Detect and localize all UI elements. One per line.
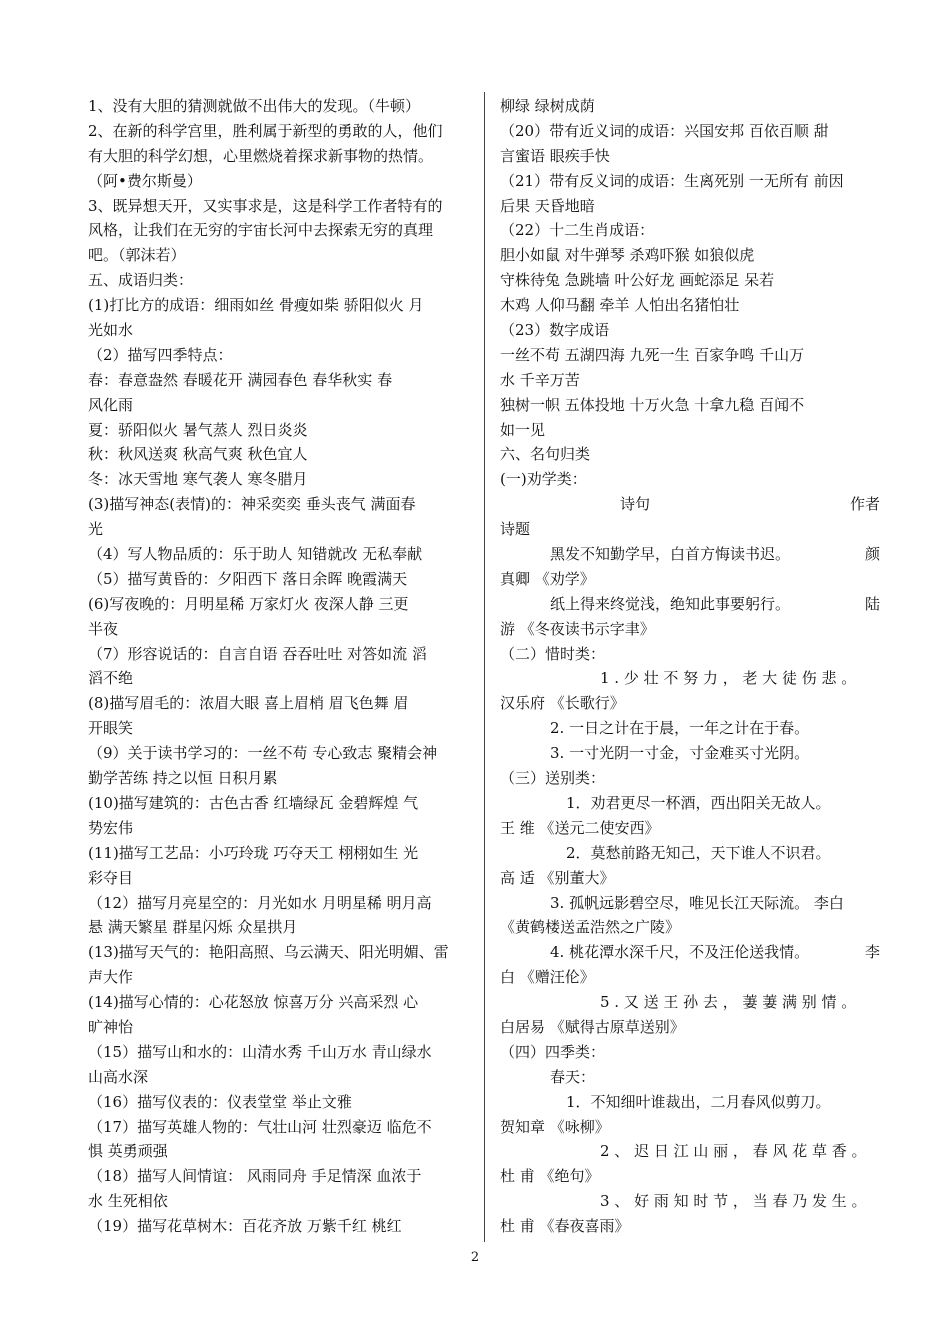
text-line: 5 . 又 送 王 孙 去 ， 萋 萋 满 别 情 。 <box>600 993 857 1012</box>
text-line: 五、成语归类： <box>88 271 194 290</box>
text-line: （7）形容说话的：自言自语 吞吞吐吐 对答如流 滔 <box>88 644 427 663</box>
text-line: 真卿 《劝学》 <box>500 569 595 588</box>
text-line: （16）描写仪表的：仪表堂堂 举止文雅 <box>88 1092 352 1111</box>
text-line: 王 维 《送元二使安西》 <box>500 818 660 837</box>
text-line: 水 千辛万苦 <box>500 370 580 389</box>
text-line: 1．不知细叶谁裁出，二月春风似剪刀。 <box>566 1092 831 1111</box>
text-line: 3. 孤帆远影碧空尽，唯见长江天际流。 李白 <box>550 893 844 912</box>
text-line: （12）描写月亮星空的：月光如水 月明星稀 明月高 <box>88 893 432 912</box>
text-line: 悬 满天繁星 群星闪烁 众星拱月 <box>88 918 298 937</box>
text-line: 开眼笑 <box>88 719 134 738</box>
text-line: (10)描写建筑的：古色古香 红墙绿瓦 金碧辉煌 气 <box>88 793 419 812</box>
text-line: 秋：秋风送爽 秋高气爽 秋色宜人 <box>88 445 308 464</box>
text-line: 后果 天昏地暗 <box>500 196 595 215</box>
page-number: 2 <box>470 1250 480 1265</box>
text-line: 如一见 <box>500 420 546 439</box>
text-line: 滔不绝 <box>88 669 134 688</box>
header-author: 作者 <box>849 495 880 514</box>
text-line: （2）描写四季特点： <box>88 345 233 364</box>
header-poem: 诗句 <box>620 495 651 514</box>
text-line: 风化雨 <box>88 395 134 414</box>
text-line: 言蜜语 眼疾手快 <box>500 146 610 165</box>
right-column <box>500 94 880 1239</box>
text-line: 独树一帜 五体投地 十万火急 十拿九稳 百闻不 <box>500 395 805 414</box>
text-line: （20）带有近义词的成语：兴国安邦 百依百顺 甜 <box>500 121 829 140</box>
poem-line: 4. 桃花潭水深千尺，不及汪伦送我情。 <box>550 943 810 962</box>
text-line: 杜 甫 《绝句》 <box>500 1167 600 1186</box>
text-line: 木鸡 人仰马翻 牵羊 人怕出名猪怕壮 <box>500 296 740 315</box>
text-line: 《黄鹤楼送孟浩然之广陵》 <box>500 918 681 937</box>
text-line: 吧。（郭沫若） <box>88 246 186 265</box>
text-line: （9）关于读书学习的：一丝不苟 专心致志 聚精会神 <box>88 744 438 763</box>
left-column <box>88 94 470 1239</box>
text-line: 3. 一寸光阴一寸金，寸金难买寸光阴。 <box>550 744 810 763</box>
text-line: 势宏伟 <box>88 818 134 837</box>
text-line: 光 <box>88 520 104 539</box>
text-line: 守株待兔 急跳墙 叶公好龙 画蛇添足 呆若 <box>500 271 775 290</box>
column-divider <box>484 92 485 1242</box>
text-line: 游 《冬夜读书示字聿》 <box>500 619 655 638</box>
text-line: （四）四季类： <box>500 1042 606 1061</box>
text-line: 山高水深 <box>88 1067 149 1086</box>
text-line: （15）描写山和水的：山清水秀 千山万水 青山绿水 <box>88 1042 432 1061</box>
text-line <box>500 592 880 617</box>
author-start: 陆 <box>864 594 880 613</box>
text-line: 诗题 <box>500 520 531 539</box>
text-line: 1 . 少 壮 不 努 力 ， 老 大 徒 伤 悲 。 <box>600 669 857 688</box>
text-line: 水 生死相依 <box>88 1192 168 1211</box>
text-line: 半夜 <box>88 619 119 638</box>
author-start: 李 <box>864 943 880 962</box>
text-line: （阿•费尔斯曼） <box>88 171 202 190</box>
text-line: 有大胆的科学幻想，心里燃烧着探求新事物的热情。 <box>88 146 434 165</box>
text-line: 汉乐府 《长歌行》 <box>500 694 625 713</box>
text-line: 3、既异想天开，又实事求是，这是科学工作者特有的 <box>88 196 443 215</box>
poem-line: 纸上得来终觉浅，绝知此事要躬行。 <box>550 594 791 613</box>
text-line: 勤学苦练 持之以恒 日积月累 <box>88 769 278 788</box>
text-line: 2．莫愁前路无知己，天下谁人不识君。 <box>566 843 831 862</box>
text-line: (一)劝学类： <box>500 470 587 489</box>
text-line: （三）送别类： <box>500 769 606 788</box>
text-line: 旷神怡 <box>88 1017 134 1036</box>
text-line: 3 、 好 雨 知 时 节 ， 当 春 乃 发 生 。 <box>600 1192 867 1211</box>
text-line: 杜 甫 《春夜喜雨》 <box>500 1217 630 1236</box>
text-line: 春：春意盎然 春暖花开 满园春色 春华秋实 春 <box>88 370 393 389</box>
text-line: (6)写夜晚的：月明星稀 万家灯火 夜深人静 三更 <box>88 594 409 613</box>
text-line: (8)描写眉毛的：浓眉大眼 喜上眉梢 眉飞色舞 眉 <box>88 694 409 713</box>
text-line: 柳绿 绿树成荫 <box>500 97 595 115</box>
text-line: （23）数字成语 <box>500 321 610 340</box>
text-line: 胆小如鼠 对牛弹琴 杀鸡吓猴 如狼似虎 <box>500 246 755 265</box>
text-line: 春天： <box>550 1067 596 1086</box>
text-line: 1．劝君更尽一杯酒，西出阳关无故人。 <box>566 793 831 812</box>
text-line: （17）描写英雄人物的：气壮山河 壮烈豪迈 临危不 <box>88 1117 432 1136</box>
text-line: （21）带有反义词的成语：生离死别 一无所有 前因 <box>500 171 844 190</box>
text-line: 冬：冰天雪地 寒气袭人 寒冬腊月 <box>88 470 308 489</box>
text-line: 白 《赠汪伦》 <box>500 968 595 987</box>
text-line: 惧 英勇顽强 <box>88 1142 168 1161</box>
text-line: 白居易 《赋得古原草送别》 <box>500 1017 685 1036</box>
text-line: 2. 一日之计在于晨，一年之计在于春。 <box>550 719 810 738</box>
text-line <box>500 492 880 517</box>
poem-line: 黑发不知勤学早，白首方悔读书迟。 <box>550 545 791 564</box>
text-line: 2 、 迟 日 江 山 丽 ， 春 风 花 草 香 。 <box>600 1142 867 1161</box>
text-line: （4）写人物品质的：乐于助人 知错就改 无私奉献 <box>88 545 423 564</box>
text-line: 一丝不苟 五湖四海 九死一生 百家争鸣 千山万 <box>500 345 805 364</box>
text-line: (11)描写工艺品：小巧玲珑 巧夺天工 栩栩如生 光 <box>88 843 419 862</box>
text-line <box>500 940 880 965</box>
author-start: 颜 <box>864 545 880 564</box>
text-line: 1、没有大胆的猜测就做不出伟大的发现。（牛顿） <box>88 97 421 115</box>
text-line: （22）十二生肖成语： <box>500 221 655 240</box>
text-line: （5）描写黄昏的：夕阳西下 落日余晖 晚霞满天 <box>88 569 408 588</box>
text-line: (14)描写心情的：心花怒放 惊喜万分 兴高采烈 心 <box>88 993 419 1012</box>
text-line: 六、名句归类 <box>500 445 591 464</box>
text-line: 2、在新的科学宫里，胜利属于新型的勇敢的人，他们 <box>88 121 443 140</box>
text-line: (3)描写神态(表情)的：神采奕奕 垂头丧气 满面春 <box>88 495 416 514</box>
text-line <box>500 542 880 567</box>
text-line: (13)描写天气的：艳阳高照、乌云满天、阳光明媚、雷 <box>88 943 449 962</box>
text-line: 贺知章 《咏柳》 <box>500 1117 610 1136</box>
text-line: (1)打比方的成语：细雨如丝 骨瘦如柴 骄阳似火 月 <box>88 296 424 315</box>
text-line: 彩夺目 <box>88 868 134 887</box>
text-line: （18）描写人间情谊： 风雨同舟 手足情深 血浓于 <box>88 1167 422 1186</box>
text-line: 光如水 <box>88 321 134 340</box>
text-line: 风格，让我们在无穷的宇宙长河中去探索无穷的真理 <box>88 221 434 240</box>
text-line: 声大作 <box>88 968 134 987</box>
text-line: 高 适 《别董大》 <box>500 868 615 887</box>
text-line: （二）惜时类： <box>500 644 606 663</box>
text-line: （19）描写花草树木：百花齐放 万紫千红 桃红 <box>88 1217 402 1236</box>
text-line: 夏：骄阳似火 暑气蒸人 烈日炎炎 <box>88 420 308 439</box>
